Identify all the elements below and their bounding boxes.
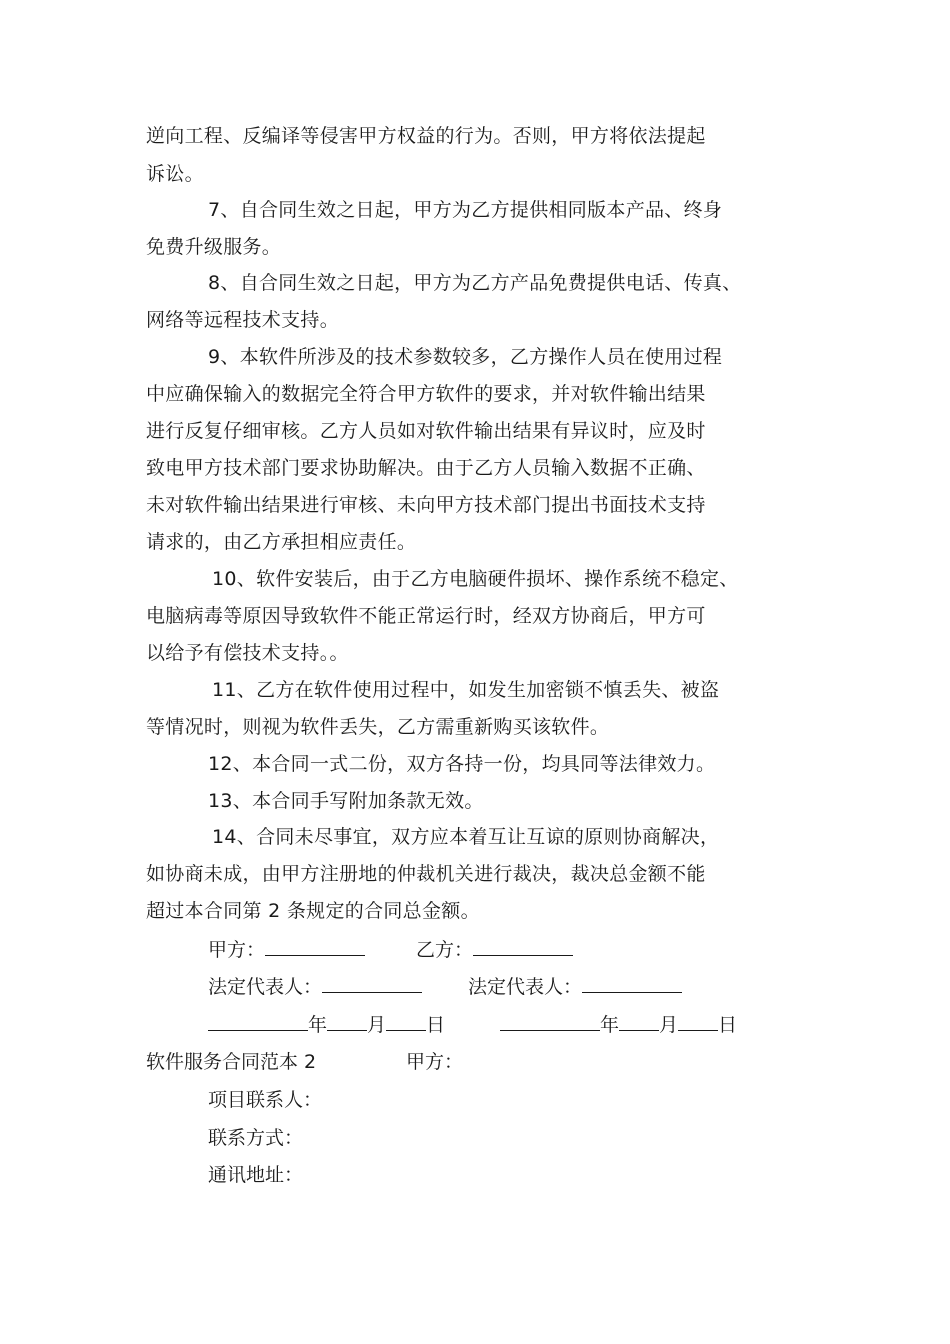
address-label: 通讯地址： [208, 1164, 304, 1186]
paragraph-7-line-1: 7、自合同生效之日起，甲方为乙方提供相同版本产品、终身 [208, 199, 723, 221]
date-a-month-blank[interactable] [327, 1012, 367, 1031]
party-a-label: 甲方： [208, 939, 266, 961]
paragraph-14-line-1: 14、合同未尽事宜，双方应本着互让互谅的原则协商解决， [212, 826, 720, 848]
section2-party-a: 甲方： [406, 1051, 464, 1073]
date-b-month-blank[interactable] [619, 1012, 659, 1031]
paragraph-8-line-1: 8、自合同生效之日起，甲方为乙方产品免费提供电话、传真、 [208, 272, 742, 294]
paragraph-10-line-3: 以给予有偿技术支持。。 [146, 642, 349, 664]
date-b-year-blank[interactable] [500, 1012, 600, 1031]
year-label: 年 [308, 1014, 328, 1036]
date-b-day-blank[interactable] [678, 1012, 718, 1031]
party-b-blank[interactable] [473, 937, 573, 956]
paragraph-13-line-1: 13、本合同手写附加条款无效。 [208, 790, 484, 812]
paragraph-12-line-1: 12、本合同一式二份，双方各持一份，均具同等法律效力。 [208, 753, 716, 775]
signature-rep-a [208, 974, 422, 999]
contact-person-label: 项目联系人： [208, 1089, 323, 1111]
date-a-year-blank[interactable] [208, 1012, 308, 1031]
rep-a-blank[interactable] [322, 974, 422, 993]
signature-party-a [208, 937, 365, 962]
year-label: 年 [600, 1014, 620, 1036]
rep-b-label: 法定代表人： [468, 976, 583, 998]
paragraph-14-line-3: 超过本合同第 2 条规定的合同总金额。 [146, 900, 480, 922]
signature-party-b [416, 937, 573, 962]
paragraph-9-line-2: 中应确保输入的数据完全符合甲方软件的要求，并对软件输出结果 [146, 383, 706, 405]
paragraph-6-line-1: 逆向工程、反编译等侵害甲方权益的行为。否则，甲方将依法提起 [146, 125, 706, 147]
paragraph-9-line-1: 9、本软件所涉及的技术参数较多，乙方操作人员在使用过程 [208, 346, 723, 368]
signature-date-b [500, 1012, 737, 1037]
paragraph-10-line-2: 电脑病毒等原因导致软件不能正常运行时，经双方协商后，甲方可 [146, 605, 706, 627]
month-label: 月 [659, 1014, 679, 1036]
contact-method-label: 联系方式： [208, 1127, 304, 1149]
party-b-label: 乙方： [416, 939, 474, 961]
month-label: 月 [367, 1014, 387, 1036]
date-a-day-blank[interactable] [386, 1012, 426, 1031]
paragraph-6-line-2: 诉讼。 [146, 163, 204, 185]
rep-b-blank[interactable] [582, 974, 682, 993]
paragraph-9-line-4: 致电甲方技术部门要求协助解决。由于乙方人员输入数据不正确、 [146, 457, 706, 479]
paragraph-9-line-5: 未对软件输出结果进行审核、未向甲方技术部门提出书面技术支持 [146, 494, 706, 516]
paragraph-11-line-1: 11、乙方在软件使用过程中，如发生加密锁不慎丢失、被盗 [212, 679, 720, 701]
signature-rep-b [468, 974, 682, 999]
signature-date-a [208, 1012, 445, 1037]
rep-a-label: 法定代表人： [208, 976, 323, 998]
party-a-blank[interactable] [265, 937, 365, 956]
paragraph-14-line-2: 如协商未成，由甲方注册地的仲裁机关进行裁决，裁决总金额不能 [146, 863, 706, 885]
day-label: 日 [426, 1014, 446, 1036]
paragraph-10-line-1: 10、软件安装后，由于乙方电脑硬件损坏、操作系统不稳定、 [212, 568, 739, 590]
paragraph-9-line-6: 请求的，由乙方承担相应责任。 [146, 531, 417, 553]
paragraph-7-line-2: 免费升级服务。 [146, 236, 282, 258]
paragraph-9-line-3: 进行反复仔细审核。乙方人员如对软件输出结果有异议时，应及时 [146, 420, 706, 442]
paragraph-11-line-2: 等情况时，则视为软件丢失，乙方需重新购买该软件。 [146, 716, 610, 738]
paragraph-8-line-2: 网络等远程技术支持。 [146, 309, 340, 331]
section2-title: 软件服务合同范本 2 [146, 1051, 317, 1073]
day-label: 日 [718, 1014, 738, 1036]
